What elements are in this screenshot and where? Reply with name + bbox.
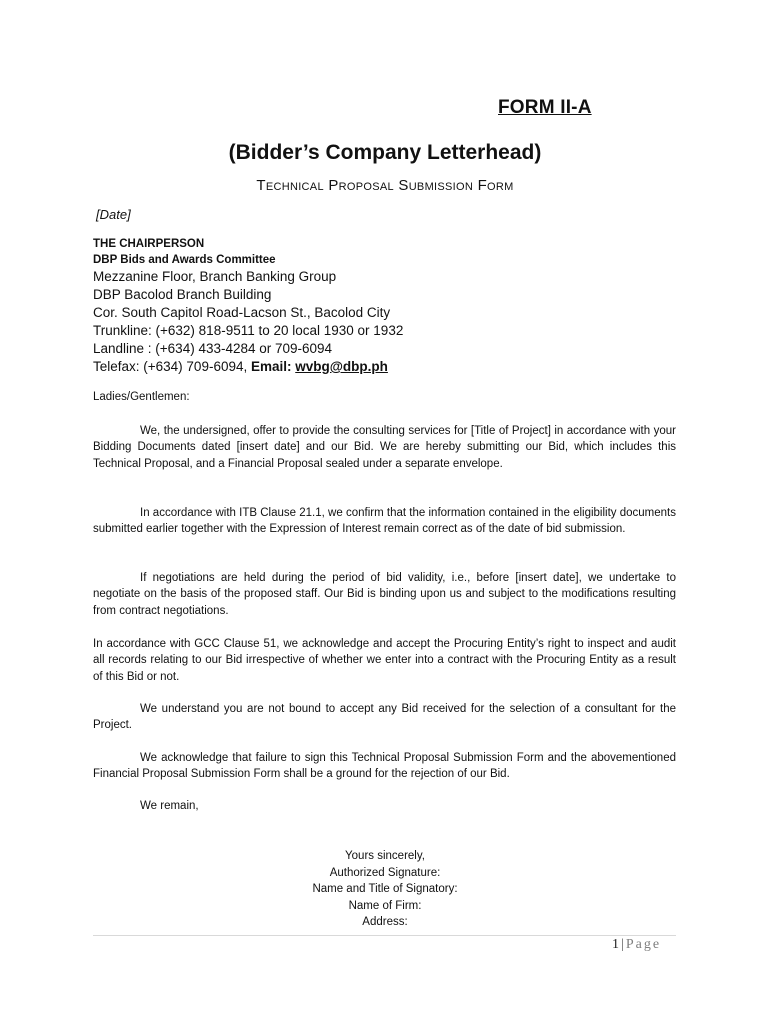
addressee-landline: Landline : (+634) 433-4284 or 709-6094 <box>93 341 333 356</box>
letterhead-placeholder: (Bidder’s Company Letterhead) <box>228 141 542 164</box>
email-link[interactable]: wvbg@dbp.ph <box>295 359 388 374</box>
form-id: FORM II-A <box>498 97 592 118</box>
closing: We remain, <box>140 800 199 812</box>
addressee-block <box>93 236 403 376</box>
form-title: Technical Proposal Submission Form <box>256 177 514 194</box>
signature-block <box>0 848 770 931</box>
page-separator: | <box>621 937 624 952</box>
addressee-building: DBP Bacolod Branch Building <box>93 287 272 302</box>
addressee-committee: DBP Bids and Awards Committee <box>93 254 276 266</box>
page-footer <box>612 937 661 953</box>
paragraph-gcc-clause: In accordance with GCC Clause 51, we acknowledge and accept the Procuring Entity’s right to inspect and audit all records relating to our Bid irrespective of whether we enter into a contract with the Procuring Entity as a result of this Bid or not. <box>93 638 676 683</box>
paragraph-failure-to-sign: We acknowledge that failure to sign this Technical Proposal Submission Form and the abovementioned Financial Proposal Submission Form shall be a ground for the rejection of our Bid. <box>93 752 676 781</box>
paragraph-negotiations: If negotiations are held during the period of bid validity, i.e., before [insert date], we undertake to negotiate on the basis of the proposed staff. Our Bid is binding upon us and subject to the modifications resulting from contract negotiations. <box>93 572 676 617</box>
paragraph-itb-clause: In accordance with ITB Clause 21.1, we confirm that the information contained in the eligibility documents submitted earlier together with the Expression of Interest remain correct as of the date of bid submission. <box>93 507 676 536</box>
signature-address: Address: <box>362 916 408 928</box>
addressee-floor: Mezzanine Floor, Branch Banking Group <box>93 269 337 284</box>
signature-sincerely: Yours sincerely, <box>345 850 425 862</box>
date-placeholder: [Date] <box>96 207 131 222</box>
salutation: Ladies/Gentlemen: <box>93 391 190 403</box>
footer-divider <box>93 935 676 936</box>
signature-authorized: Authorized Signature: <box>329 866 441 879</box>
paragraph-offer: We, the undersigned, offer to provide the consulting services for [Title of Project] in accordance with your Bidding Documents dated [insert date] and our Bid. We are hereby submitting our Bid, which includes this Technical Proposal, and a Financial Proposal sealed under a separate envelope. <box>93 425 676 470</box>
page-word: Page <box>625 937 662 952</box>
signature-firm: Name of Firm: <box>348 899 422 912</box>
page-number: 1 <box>612 937 619 952</box>
signature-name-title: Name and Title of Signatory: <box>312 883 458 895</box>
addressee-title: THE CHAIRPERSON <box>93 238 205 250</box>
addressee-telefax-line <box>93 358 403 376</box>
email-label: Email: <box>250 359 296 374</box>
telefax-text: Telefax: (+634) 709-6094, <box>93 359 251 374</box>
addressee-trunkline: Trunkline: (+632) 818-9511 to 20 local 1930 or 1932 <box>93 323 404 338</box>
paragraph-not-bound: We understand you are not bound to accept any Bid received for the selection of a consultant for the Project. <box>93 703 676 732</box>
addressee-street: Cor. South Capitol Road-Lacson St., Bacolod City <box>93 305 391 320</box>
